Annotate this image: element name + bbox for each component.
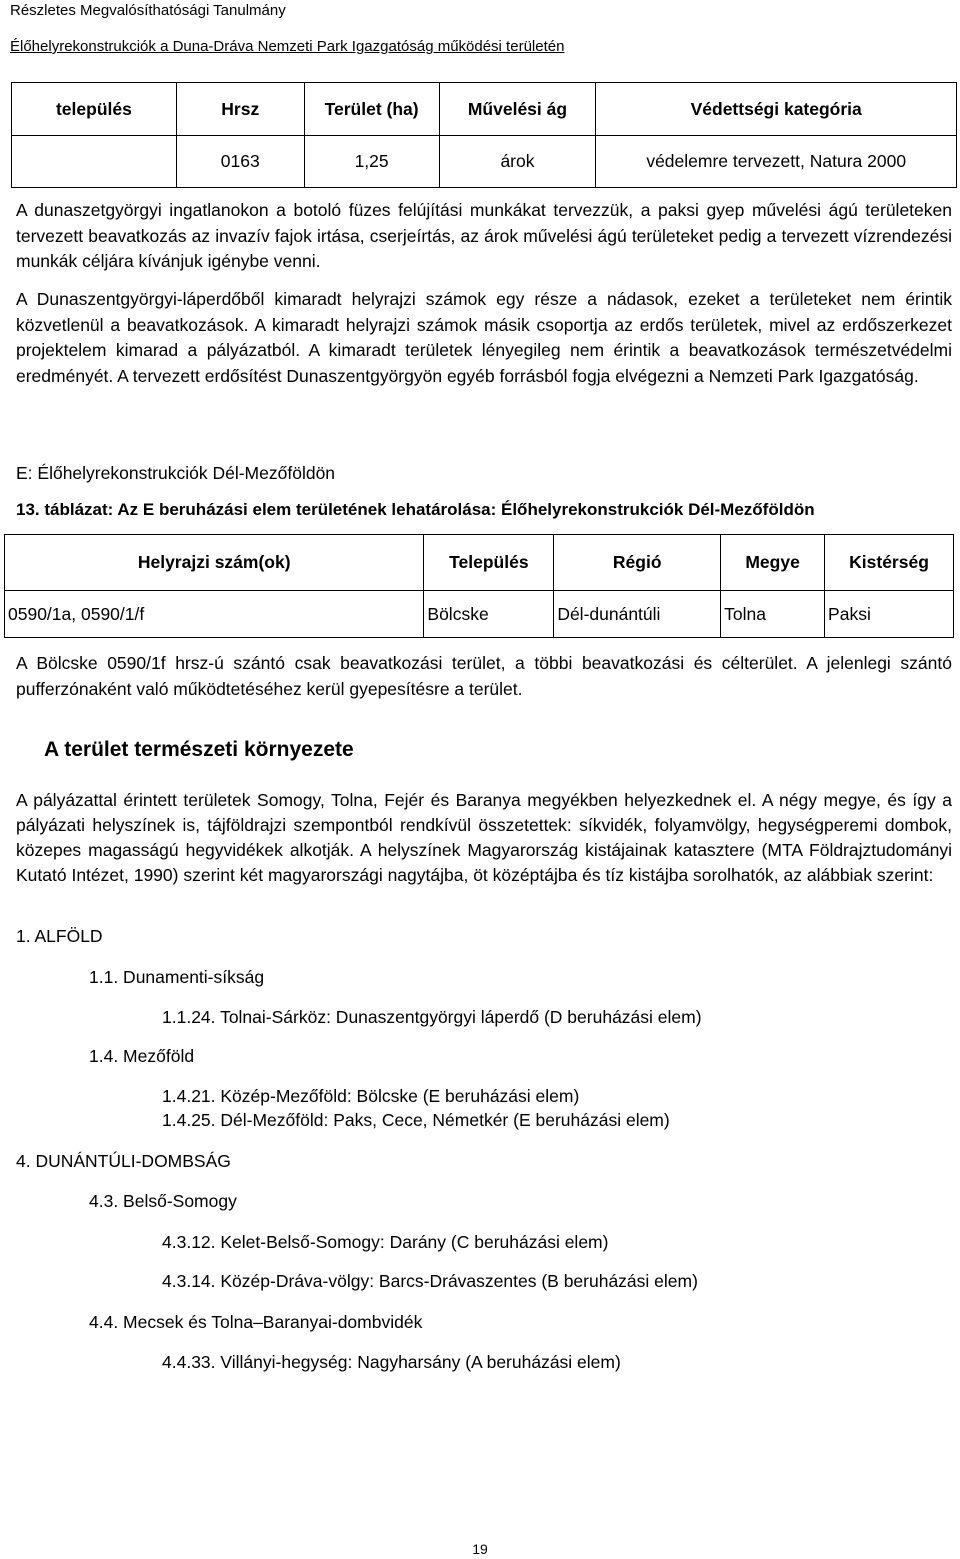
list-item: 1.4. Mezőföld [89,1046,195,1066]
table-cell: 0590/1a, 0590/1/f [5,591,424,638]
document-header-subtitle: Élőhelyrekonstrukciók a Duna-Dráva Nemzeti Park Igazgatóság működési területén [10,38,565,55]
table-cell: Dél-dunántúli [554,591,721,638]
list-item: 1. ALFÖLD [16,926,103,946]
table-row [5,591,954,638]
table-cell [12,136,177,188]
list-item: 1.4.21. Közép-Mezőföld: Bölcske (E beruházási elem) [162,1086,580,1106]
table-caption: 13. táblázat: Az E beruházási elem területének lehatárolása: Élőhelyrekonstrukciók Dél-Mezőföldön [16,500,815,519]
page-number: 19 [472,1541,488,1557]
paragraph-3: A Bölcske 0590/1f hrsz-ú szántó csak beavatkozási terület, a többi beavatkozási és célterület. A jelenlegi szántó pufferzónaként való működtetéséhez kerül gyepesítésre a terület. [16,653,952,699]
column-header-terulet: Terület (ha) [304,83,439,136]
column-header-vedettsegi-kategoria: Védettségi kategória [596,83,957,136]
table-cell: 0163 [176,136,304,188]
column-header-hrsz: Hrsz [176,83,304,136]
list-item: 1.4.25. Dél-Mezőföld: Paks, Cece, Németkér (E beruházási elem) [162,1110,670,1130]
list-item: 4.4.33. Villányi-hegység: Nagyharsány (A beruházási elem) [162,1352,621,1372]
table-cell: Bölcske [424,591,554,638]
column-header-regio: Régió [554,535,721,591]
parcel-table [11,82,957,188]
table-cell: 1,25 [304,136,439,188]
table-header-row [5,535,954,591]
column-header-kisterseg: Kistérség [825,535,954,591]
list-item: 4. DUNÁNTÚLI-DOMBSÁG [16,1151,231,1171]
document-header-title: Részletes Megvalósíthatósági Tanulmány [10,2,286,19]
column-header-helyrajzi-szam: Helyrajzi szám(ok) [5,535,424,591]
column-header-muvelesi-ag: Művelési ág [439,83,596,136]
location-table [4,534,954,638]
table-row [12,136,957,188]
table-header-row [12,83,957,136]
column-header-megye: Megye [721,535,825,591]
list-item: 4.3.12. Kelet-Belső-Somogy: Darány (C beruházási elem) [162,1232,609,1252]
section-heading: A terület természeti környezete [44,738,354,761]
paragraph-1: A dunaszetgyörgyi ingatlanokon a botoló füzes felújítási munkákat tervezzük, a paksi gyep művelési ágú területeken tervezett beavatkozás az invazív fajok irtása, cserjeírtás, az árok művelési ágú területeket pedig a tervezett vízrendezési munkák céljára kívánjuk igénybe venni. [16,200,952,272]
list-item: 1.1.24. Tolnai-Sárköz: Dunaszentgyörgyi láperdő (D beruházási elem) [162,1007,702,1027]
list-item: 4.4. Mecsek és Tolna–Baranyai-dombvidék [89,1312,423,1332]
table-cell: védelemre tervezett, Natura 2000 [596,136,957,188]
column-header-telepules: Település [424,535,554,591]
section-e-title: E: Élőhelyrekonstrukciók Dél-Mezőföldön [16,463,336,483]
table-cell: Tolna [721,591,825,638]
table-cell: árok [439,136,596,188]
table-cell: Paksi [825,591,954,638]
paragraph-2: A Dunaszentgyörgyi-láperdőből kimaradt helyrajzi számok egy része a nádasok, ezeket a területeket nem érintik közvetlenül a beavatkozások. A kimaradt helyrajzi számok másik csoportja az erdős területek, mivel az erdőszerkezet projektelem kimarad a pályázatból. A kimaradt területek lényegileg nem érintik a beavatkozások természetvédelmi eredményét. A tervezett erdősítést Dunaszentgyörgyön egyéb forrásból fogja elvégezni a Nemzeti Park Igazgatóság. [16,289,952,387]
paragraph-4: A pályázattal érintett területek Somogy, Tolna, Fejér és Baranya megyékben helyezkednek el. A négy megye, és így a pályázati helyszínek is, tájföldrajzi szempontból rendkívül összetettek: síkvidék, folyamvölgy, hegységperemi dombok, közepes magasságú hegyvidékek alkotják. A helyszínek Magyarország kistájainak katasztere (MTA Földrajztudományi Kutató Intézet, 1990) szerint két magyarországi nagytájba, öt középtájba és tíz kistájba sorolhatók, az alábbiak szerint: [16,790,952,885]
list-item: 4.3.14. Közép-Dráva-völgy: Barcs-Drávaszentes (B beruházási elem) [162,1271,698,1291]
column-header-telepules: település [12,83,177,136]
list-item: 1.1. Dunamenti-síkság [89,967,265,987]
list-item: 4.3. Belső-Somogy [89,1191,237,1211]
